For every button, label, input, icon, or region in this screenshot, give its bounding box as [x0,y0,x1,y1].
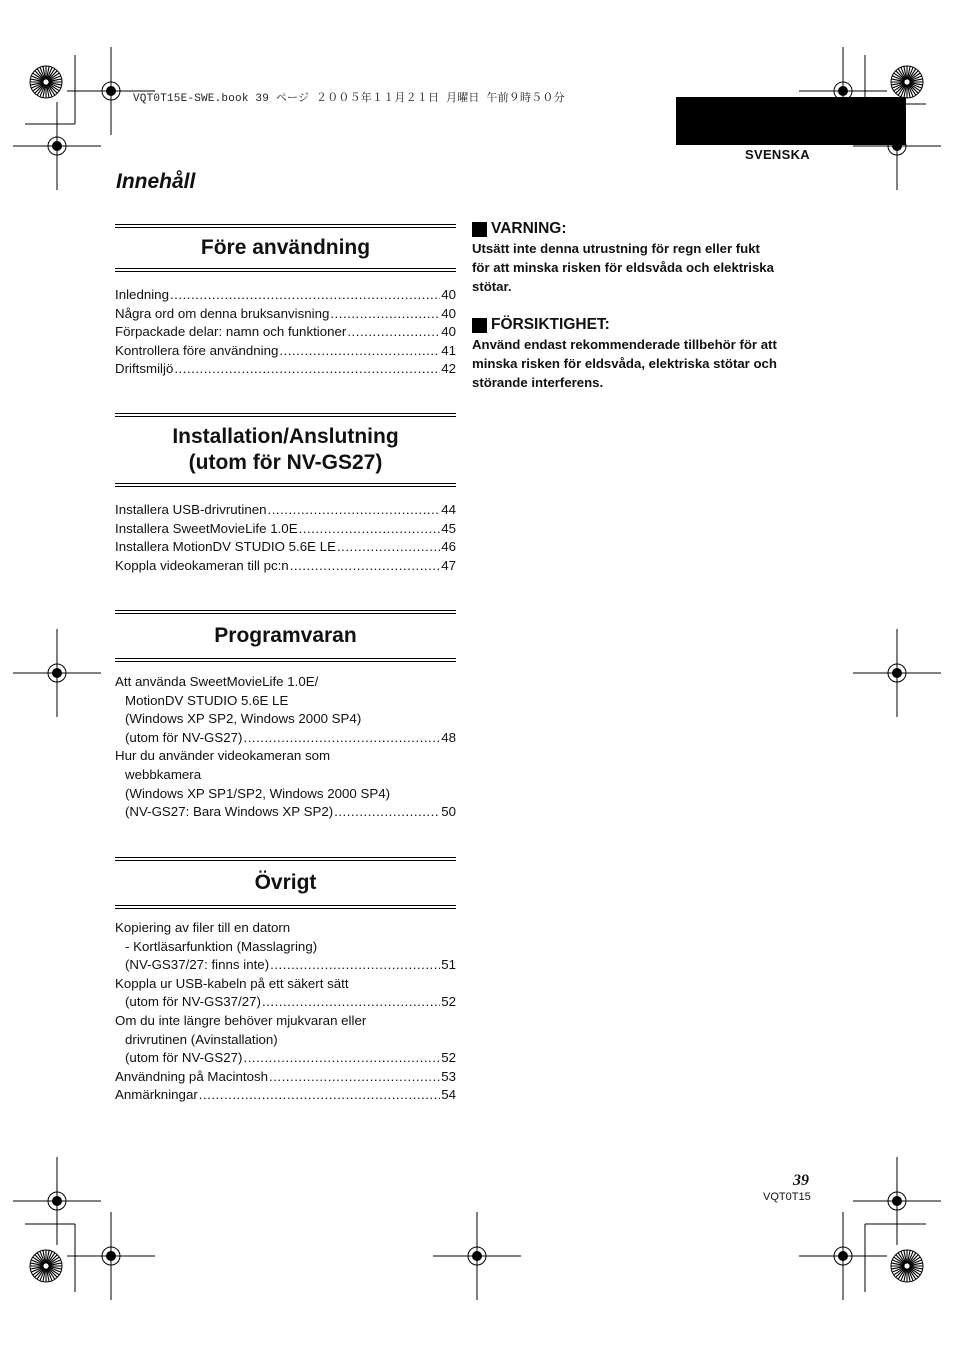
warning-heading-text: VARNING: [491,220,567,237]
toc-list-ovrigt [115,919,456,1105]
toc-entry[interactable] [115,1012,456,1068]
toc-entry[interactable] [115,323,456,342]
toc-entry-line: (Windows XP SP1/SP2, Windows 2000 SP4) [125,785,391,801]
toc-entry-page: 54 [441,1087,456,1103]
caution-heading [472,315,822,335]
caution-line: störande interferens. [472,374,604,390]
toc-entry-title: Installera MotionDV STUDIO 5.6E LE [115,539,336,555]
leader-dots [334,803,440,822]
warning-block [472,219,822,296]
toc-entry-last-line [115,956,456,975]
toc-entry-last-line [115,993,456,1012]
toc-entry-page: 47 [441,557,456,573]
caution-text [472,336,822,392]
toc-entry-line: drivrutinen (Avinstallation) [125,1031,278,1047]
toc-entry-line: Kopiering av filer till en datorn [115,920,291,935]
warning-text [472,240,822,296]
leader-dots [347,323,440,342]
leader-dots [337,538,440,557]
toc-entry-title: Driftsmiljö [115,361,174,377]
toc-entry[interactable] [115,919,456,975]
toc-entry-page: 52 [441,1050,456,1066]
caution-line: Använd endast rekommenderade tillbehör för att [472,337,777,352]
leader-dots [170,286,440,305]
toc-entry-title: Inledning [115,287,169,302]
leader-dots [279,342,440,361]
section-heading-line: Installation/Anslutning [172,425,399,448]
toc-entry-line: Att använda SweetMovieLife 1.0E/ [115,674,319,689]
section-heading-programvaran [115,610,456,662]
leader-dots [270,956,440,975]
section-heading-line: (utom för NV-GS27) [188,451,383,474]
toc-entry-line: MotionDV STUDIO 5.6E LE [125,692,289,708]
print-header: VQT0T15E-SWE.book 39 ページ ２００５年１１月２１日 月曜日 午前９時５０分 [133,93,565,105]
toc-entry-last-line [115,803,456,822]
toc-entry-title: (NV-GS37/27: finns inte) [125,957,270,973]
toc-entry-line: (Windows XP SP2, Windows 2000 SP4) [125,711,362,727]
toc-entry[interactable] [115,520,456,539]
warning-line: Utsätt inte denna utrustning för regn eller fukt [472,241,760,256]
toc-entry-page: 42 [441,361,456,377]
section-heading-fore-anvandning [115,224,456,272]
toc-entry-title: Installera USB-drivrutinen [115,502,267,517]
toc-entry[interactable] [115,286,456,305]
toc-entry[interactable] [115,538,456,557]
toc-entry-page: 40 [441,305,456,321]
toc-entry[interactable] [115,305,456,324]
section-heading-installation [115,413,456,487]
leader-dots [262,993,440,1012]
toc-entry-page: 53 [441,1068,456,1084]
section-heading-line: Programvaran [214,624,357,647]
leader-dots [269,1068,440,1087]
page-title: Innehåll [116,170,196,193]
leader-dots [244,729,441,748]
toc-entry-page: 41 [441,342,456,358]
toc-entry-page: 50 [441,804,456,820]
toc-entry[interactable] [115,1086,456,1105]
toc-entry-page: 40 [441,287,456,302]
toc-entry-title: (utom för NV-GS27) [125,1050,243,1066]
toc-entry-line: Hur du använder videokameran som [115,748,331,764]
toc-entry-line: Om du inte längre behöver mjukvaran eller [115,1012,367,1028]
leader-dots [199,1086,440,1105]
toc-entry-title: Förpackade delar: namn och funktioner [115,324,347,340]
toc-entry-page: 44 [441,502,456,517]
toc-entry-title: (utom för NV-GS27) [125,729,243,745]
warning-line: stötar. [472,278,512,294]
toc-entry[interactable] [115,501,456,520]
warning-heading [472,219,822,239]
leader-dots [174,360,440,379]
black-square-icon [472,318,487,333]
toc-entry-page: 45 [441,520,456,536]
toc-entry[interactable] [115,1068,456,1087]
toc-entry-page: 46 [441,539,456,555]
leader-dots [244,1049,441,1068]
leader-dots [290,557,441,576]
section-heading-line: Före användning [200,236,371,259]
leader-dots [268,501,441,520]
black-square-icon [472,222,487,237]
toc-entry-title: (utom för NV-GS37/27) [125,994,261,1010]
toc-entry-title: Anmärkningar [115,1087,198,1103]
toc-entry-last-line [115,1049,456,1068]
section-heading-line: Övrigt [254,871,317,894]
language-tab [676,97,906,145]
toc-entry-page: 48 [441,729,456,745]
page-number: 39 [793,1172,809,1189]
document-code: VQT0T15 [763,1191,811,1203]
toc-list-programvaran [115,673,456,822]
toc-entry[interactable] [115,747,456,821]
toc-entry-page: 40 [441,324,456,340]
toc-entry-line: Koppla ur USB-kabeln på ett säkert sätt [115,975,349,991]
toc-list-fore-anvandning [115,286,456,379]
toc-entry[interactable] [115,673,456,747]
leader-dots [330,305,440,324]
toc-entry-page: 52 [441,994,456,1010]
toc-entry-title: Kontrollera före användning [115,342,279,358]
toc-entry-page: 51 [441,957,456,973]
toc-entry-title: Installera SweetMovieLife 1.0E [115,520,298,536]
language-label: SVENSKA [745,147,810,162]
toc-entry-line: webbkamera [125,766,202,782]
toc-entry[interactable] [115,975,456,1012]
leader-dots [299,520,441,539]
toc-entry[interactable] [115,360,456,379]
toc-entry-last-line [115,729,456,748]
caution-heading-text: FÖRSIKTIGHET: [491,316,610,333]
toc-entry-title: (NV-GS27: Bara Windows XP SP2) [125,804,334,820]
toc-entry[interactable] [115,557,456,576]
section-heading-ovrigt [115,857,456,909]
warning-line: för att minska risken för eldsvåda och elektriska [472,259,774,275]
toc-list-installation [115,501,456,575]
toc-entry-line: - Kortläsarfunktion (Masslagring) [125,938,318,954]
toc-entry[interactable] [115,342,456,361]
caution-line: minska risken för eldsvåda, elektriska stötar och [472,355,777,371]
caution-block [472,315,822,392]
toc-entry-title: Några ord om denna bruksanvisning [115,305,330,321]
toc-entry-title: Koppla videokameran till pc:n [115,557,289,573]
toc-entry-title: Användning på Macintosh [115,1068,269,1084]
